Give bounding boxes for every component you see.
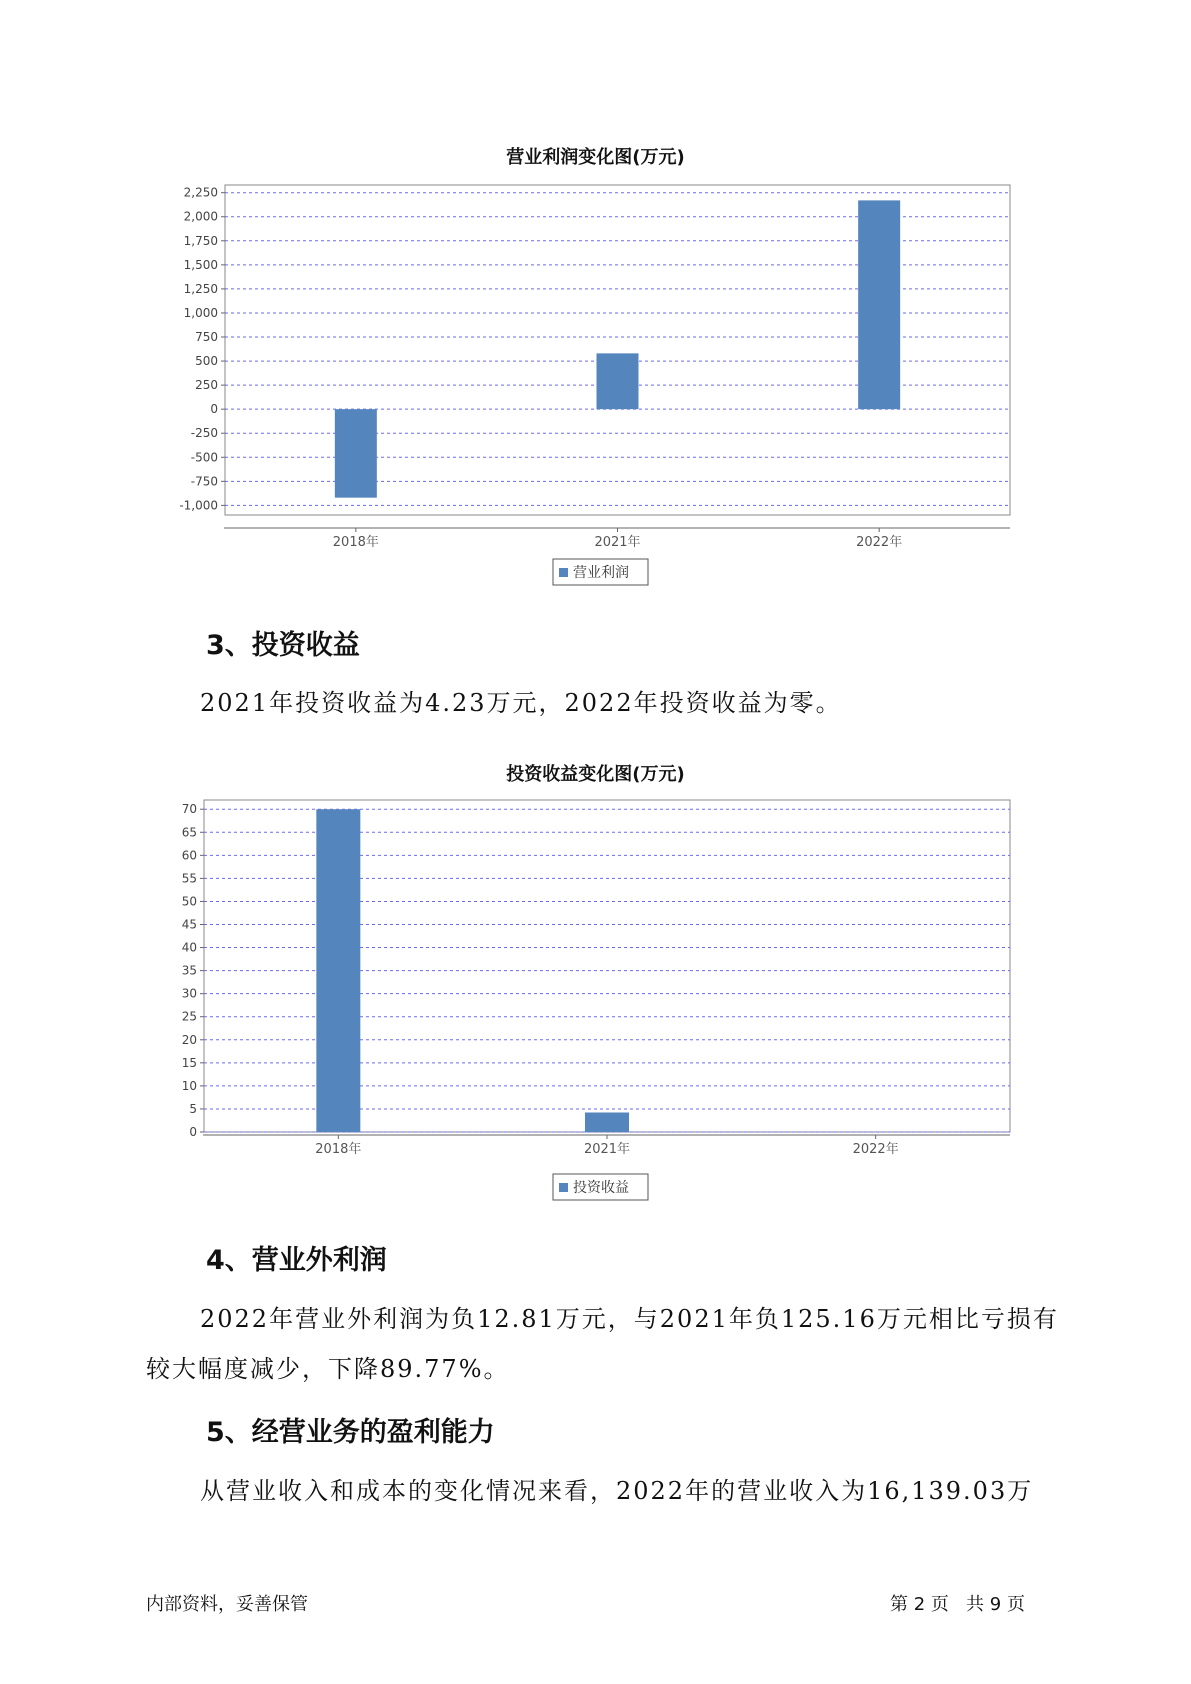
x-tick-label: 2022年	[852, 1142, 899, 1157]
y-tick-label: 50	[181, 894, 197, 909]
profitability-paragraph: 从营业收入和成本的变化情况来看，2022年的营业收入为16,139.03万	[200, 1477, 1034, 1505]
y-tick-label: 250	[195, 378, 218, 393]
y-tick-label: 1,500	[183, 257, 218, 272]
y-tick-label: 1,750	[183, 233, 218, 248]
x-tick-label: 2018年	[332, 535, 379, 550]
y-tick-label: 45	[181, 917, 197, 932]
y-tick-label: 25	[181, 1009, 197, 1024]
legend	[553, 1174, 648, 1200]
x-tick-label: 2021年	[583, 1142, 631, 1157]
y-tick-label: 15	[181, 1055, 197, 1070]
y-tick-label: -750	[190, 474, 218, 489]
footer-confidential: 内部资料，妥善保管	[146, 1594, 308, 1615]
operating-profit-chart	[0, 170, 1191, 590]
chart1-title: 营业利润变化图(万元)	[506, 147, 685, 168]
y-tick-label: 5	[189, 1101, 197, 1116]
y-tick-label: -1,000	[179, 498, 218, 513]
x-tick-label: 2022年	[856, 535, 903, 550]
y-tick-label: 1,000	[183, 305, 218, 320]
section-heading-investment: 3、投资收益	[206, 630, 360, 661]
y-tick-label: -250	[190, 426, 218, 441]
bar-2018年	[316, 809, 360, 1132]
y-tick-label: 2,000	[183, 209, 218, 224]
section-heading-profitability: 5、经营业务的盈利能力	[206, 1417, 495, 1448]
y-tick-label: -500	[190, 450, 218, 465]
legend-label: 投资收益	[573, 1180, 629, 1196]
investment-paragraph: 2021年投资收益为4.23万元，2022年投资收益为零。	[200, 689, 842, 717]
legend-label: 营业利润	[573, 565, 629, 581]
x-tick-label: 2021年	[594, 535, 641, 550]
y-tick-label: 0	[210, 402, 218, 417]
y-tick-label: 40	[181, 940, 197, 955]
bar-2021年	[585, 1112, 629, 1132]
legend-swatch	[559, 568, 568, 577]
y-tick-label: 30	[181, 986, 197, 1001]
chart2-title: 投资收益变化图(万元)	[506, 764, 685, 785]
bar-2022年	[858, 200, 900, 409]
y-tick-label: 65	[181, 825, 197, 840]
legend	[553, 559, 648, 585]
y-tick-label: 500	[195, 354, 218, 369]
y-tick-label: 750	[195, 330, 218, 345]
legend-swatch	[559, 1183, 568, 1192]
x-tick-label: 2018年	[315, 1142, 362, 1157]
y-tick-label: 60	[181, 848, 197, 863]
y-tick-label: 70	[181, 802, 197, 817]
y-tick-label: 20	[181, 1032, 197, 1047]
nonoperating-paragraph-line2: 较大幅度减少，下降89.77%。	[146, 1355, 510, 1383]
y-tick-label: 0	[189, 1125, 197, 1139]
y-tick-label: 10	[181, 1078, 197, 1093]
investment-income-chart	[0, 790, 1191, 1210]
section-heading-nonoperating: 4、营业外利润	[206, 1245, 387, 1276]
bar-2018年	[335, 409, 377, 498]
y-tick-label: 35	[181, 963, 197, 978]
y-tick-label: 1,250	[183, 281, 218, 296]
y-tick-label: 2,250	[183, 185, 218, 200]
footer-page-number: 第 2 页 共 9 页	[890, 1594, 1025, 1615]
y-tick-label: 55	[181, 871, 197, 886]
bar-2021年	[597, 353, 639, 409]
nonoperating-paragraph-line1: 2022年营业外利润为负12.81万元，与2021年负125.16万元相比亏损有	[200, 1305, 1059, 1333]
